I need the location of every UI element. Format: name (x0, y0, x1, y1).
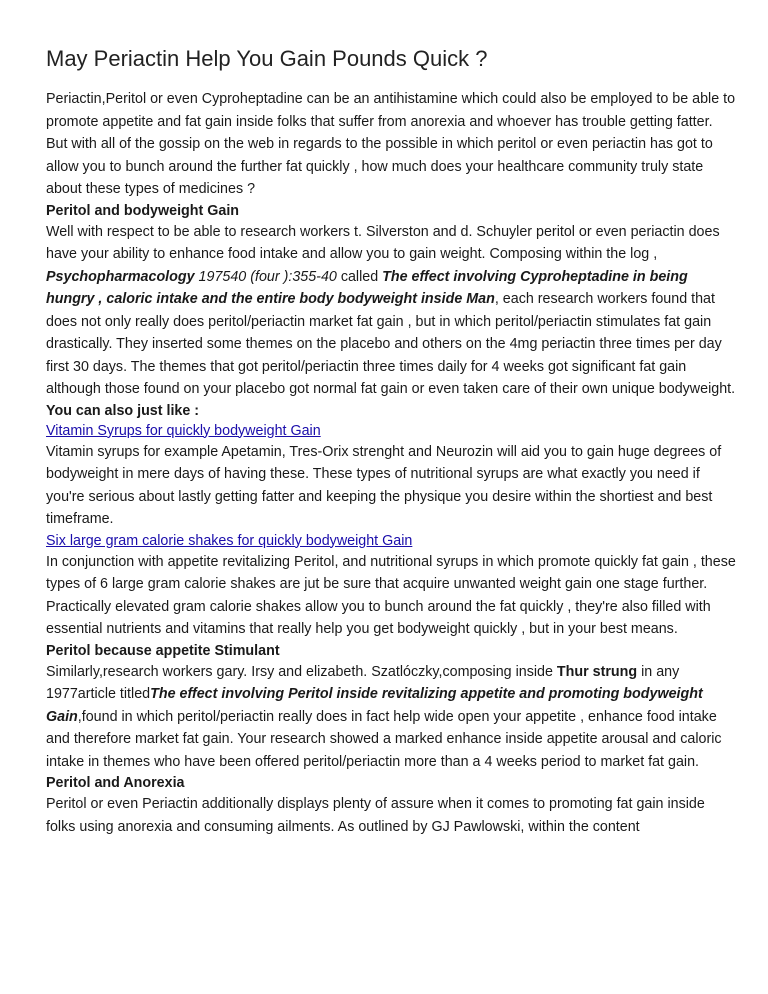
section3-paragraph: Peritol or even Periactin additionally displays plenty of assure when it comes to promoting fat gain inside folks using anorexia and consuming ailments. As outlined by GJ Pawlowski, within the content (46, 796, 705, 835)
section2-text-b: in any 1977article titled (46, 663, 680, 702)
vitamin-syrups-link[interactable]: Vitamin Syrups for quickly bodyweight Gain (46, 422, 321, 439)
section-heading-peritol-weight-gain: Peritol and bodyweight Gain (46, 202, 240, 219)
also-like-heading: You can also just like : (46, 402, 200, 419)
document-page (46, 44, 736, 838)
section2-text-c: ,found in which peritol/periactin really does in fact help wide open your appetite , enhance food intake and therefore market fat gain. Your research showed a marked enhance inside appetite arousal and caloric intake in themes who have been offered peritol/periactin more than a 4 weeks period to market fat gain. (46, 708, 722, 770)
section2-journal: Thur strung (556, 663, 638, 680)
section2-text-a: Similarly,research workers gary. Irsy and elizabeth. Szatlóczky,composing inside (46, 663, 557, 680)
section2-paragraph (46, 661, 736, 774)
section1-text-b: , each research workers found that does not only really does peritol/periactin market fat gain , but in which peritol/periactin stimulates fat gain drastically. They inserted some themes on the placebo and others on the 4mg periactin three times per day first 30 days. The themes that got peritol/periactin three times daily for 4 weeks got significant fat gain although those found on your placebo got normal fat gain or even taken care of their own unique bodyweight. (46, 291, 736, 397)
called-word: called (336, 268, 383, 285)
article-title: The effect involving Cyproheptadine in being hungry , caloric intake and the entire body bodyweight inside Man (46, 268, 688, 307)
section-heading-appetite-stimulant: Peritol because appetite Stimulant (46, 642, 280, 659)
section1-text-a: Well with respect to be able to research workers t. Silverston and d. Schuyler peritol or even periactin does have your ability to enhance food intake and allow you to gain weight. Composing within the log , (46, 223, 720, 262)
journal-citation: 197540 (four ):355-40 (194, 268, 337, 285)
section1-paragraph (46, 221, 736, 401)
vitamin-syrups-paragraph: Vitamin syrups for example Apetamin, Tres-Orix strenght and Neurozin will aid you to gain huge degrees of bodyweight in mere days of having these. These types of nutritional syrups are what exactly you need if you're serious about lastly getting fatter and keeping the physique you desire within the shortiest and best timeframe. (46, 443, 722, 527)
journal-name: Psychopharmacology (46, 268, 195, 285)
page-title: May Periactin Help You Gain Pounds Quick ? (46, 46, 488, 71)
calorie-shakes-paragraph: In conjunction with appetite revitalizing Peritol, and nutritional syrups in which promote quickly fat gain , these types of 6 large gram calorie shakes are jut be sure that acquire unwanted weight gain one stage further. Practically elevated gram calorie shakes allow you to bunch around the fat quickly , they're also filled with essential nutrients and vitamins that really help you get bodyweight quickly , but in your best means. (46, 553, 736, 637)
section-heading-anorexia: Peritol and Anorexia (46, 775, 185, 791)
calorie-shakes-link[interactable]: Six large gram calorie shakes for quickly bodyweight Gain (46, 532, 413, 549)
intro-paragraph: Periactin,Peritol or even Cyproheptadine can be an antihistamine which could also be employed to be able to promote appetite and fat gain inside folks that suffer from anorexia and whoever has trouble getting fatter. But with all of the gossip on the web in regards to the possible in which peritol or even periactin has got to allow you to bunch around the further fat quickly , how much does your healthcare community truly state about these types of medicines ? (46, 91, 736, 197)
section2-article-title: The effect involving Peritol inside revitalizing appetite and promoting bodyweight Gain (46, 686, 703, 725)
